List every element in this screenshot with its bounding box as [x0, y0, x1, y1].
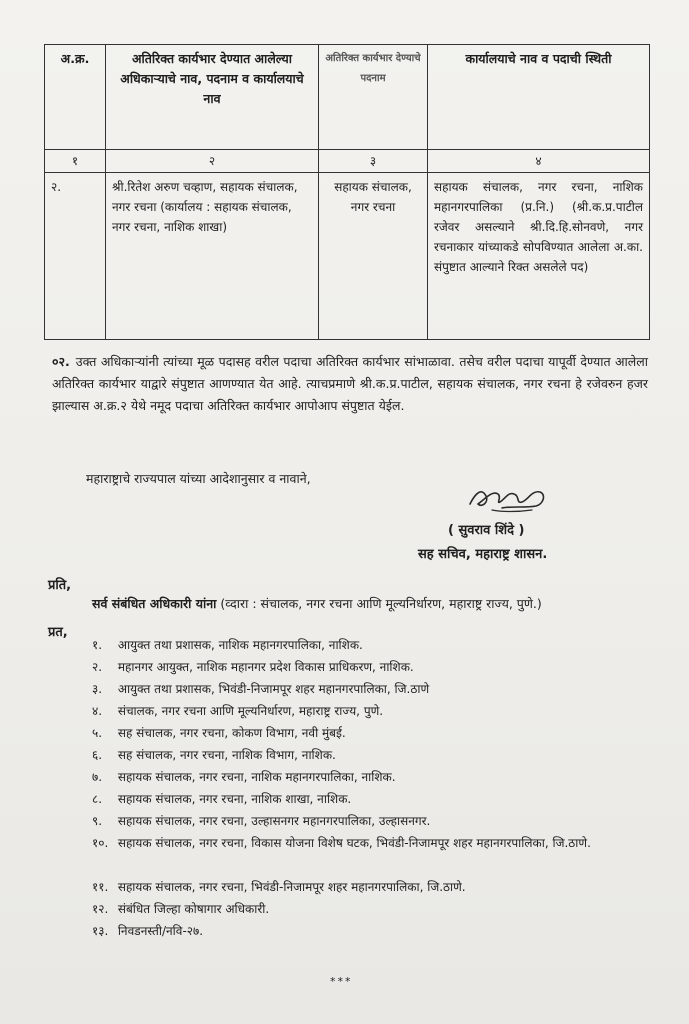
list-item-number: ६. — [92, 748, 103, 762]
list-item-number: ३. — [92, 682, 103, 696]
list-item-text: सहायक संचालक, नगर रचना, विकास योजना विशेष घटक, भिवंडी-निजामपूर शहर महानगरपालिका, जि.ठाणे. — [117, 836, 591, 850]
list-item — [92, 656, 652, 678]
copy-list — [92, 634, 652, 942]
list-item — [92, 634, 652, 656]
header-office: कार्यालयाचे नाव व पदाची स्थिती — [428, 45, 650, 150]
column-number: ३ — [319, 150, 428, 173]
list-item-text: सहायक संचालक, नगर रचना, उल्हासनगर महानगरपालिका, उल्हासनगर. — [117, 814, 431, 828]
list-item-text: सहायक संचालक, नगर रचना, भिवंडी-निजामपूर शहर महानगरपालिका, जि.ठाणे. — [117, 880, 466, 894]
header-sr-no: अ.क्र. — [45, 45, 106, 150]
row-office: सहायक संचालक, नगर रचना, नाशिक महानगरपालिका (प्र.नि.) (श्री.क.प्र.पाटील रजेवर असल्याने श्री.दि.हि.सोनवणे, नगर रचनाकार यांच्याकडे सोपविण्यात आलेला अ.का. संपुष्टात आल्याने रिक्त असलेले पद) — [428, 173, 650, 340]
table-row — [45, 173, 650, 340]
list-item — [92, 898, 652, 920]
to-recipients-bold: सर्व संबंधित अधिकारी यांना — [92, 596, 217, 611]
body-paragraph — [52, 351, 648, 417]
list-item — [92, 832, 652, 876]
list-item — [92, 766, 652, 788]
list-item-text: निवडनस्ती/नवि-२७. — [117, 924, 204, 938]
list-item-text: सहायक संचालक, नगर रचना, नाशिक महानगरपालिका, नाशिक. — [117, 770, 396, 784]
table-header-row — [45, 45, 650, 150]
column-number: १ — [45, 150, 106, 173]
list-item-number: १. — [92, 638, 103, 652]
row-sr-no: २. — [45, 173, 106, 340]
end-mark: *** — [330, 975, 353, 988]
row-post: सहायक संचालक, नगर रचना — [319, 173, 428, 340]
list-item — [92, 920, 652, 942]
list-item — [92, 678, 652, 700]
list-item-text: संबंधित जिल्हा कोषागार अधिकारी. — [117, 902, 270, 916]
copy-label: प्रत, — [48, 625, 68, 640]
list-item-number: ८. — [92, 792, 103, 806]
list-item-number: ११. — [92, 880, 109, 894]
list-item — [92, 744, 652, 766]
row-officer: श्री.रितेश अरुण चव्हाण, सहायक संचालक, नगर रचना (कार्यालय : सहायक संचालक, नगर रचना, नाशिक शाखा) — [106, 173, 319, 340]
list-item-number: १३. — [92, 924, 109, 938]
list-item — [92, 810, 652, 832]
signer-title: सह सचिव, महाराष्ट्र शासन. — [418, 547, 548, 562]
list-item-number: ७. — [92, 770, 103, 784]
list-item — [92, 876, 652, 898]
header-post: अतिरिक्त कार्यभार देण्याचे पदनाम — [319, 45, 428, 150]
paragraph-text: उक्त अधिकाऱ्यांनी त्यांच्या मूळ पदासह वरील पदाचा अतिरिक्त कार्यभार सांभाळावा. तसेच वरील पदाचा यापूर्वी देण्यात आलेला अतिरिक्त कार्यभार याद्वारे संपुष्टात आणण्यात येत आहे. त्याचप्रमाणे श्री.क.प्र.पाटील, सहायक संचालक, नगर रचना हे रजेवरुन हजर झाल्यास अ.क्र.२ येथे नमूद पदाचा अतिरिक्त कार्यभार आपोआप संपुष्टात येईल. — [52, 354, 648, 413]
list-item — [92, 722, 652, 744]
list-item-number: २. — [92, 660, 103, 674]
list-item-number: ४. — [92, 704, 103, 718]
column-number-row — [45, 150, 650, 173]
column-number: ४ — [428, 150, 650, 173]
list-item-text: संचालक, नगर रचना आणि मूल्यनिर्धारण, महाराष्ट्र राज्य, पुणे. — [117, 704, 384, 718]
list-item-text: महानगर आयुक्त, नाशिक महानगर प्रदेश विकास प्राधिकरण, नाशिक. — [117, 660, 414, 674]
list-item-text: आयुक्त तथा प्रशासक, नाशिक महानगरपालिका, नाशिक. — [117, 638, 363, 652]
header-officer: अतिरिक्त कार्यभार देण्यात आलेल्या अधिकाऱ्याचे नाव, पदनाम व कार्यालयाचे नाव — [106, 45, 319, 150]
list-item-text: आयुक्त तथा प्रशासक, भिवंडी-निजामपूर शहर महानगरपालिका, जि.ठाणे — [117, 682, 430, 696]
list-item-text: सह संचालक, नगर रचना, कोकण विभाग, नवी मुंबई. — [117, 726, 346, 740]
list-item-number: ५. — [92, 726, 103, 740]
assignment-table — [44, 44, 650, 340]
list-item-number: १०. — [92, 836, 109, 850]
list-item-number: ९. — [92, 814, 103, 828]
list-item — [92, 700, 652, 722]
list-item-number: १२. — [92, 902, 109, 916]
to-label: प्रति, — [48, 578, 72, 593]
closing-line: महाराष्ट्राचे राज्यपाल यांच्या आदेशानुसार व नावाने, — [86, 471, 311, 486]
signer-name: ( सुवराव शिंदे ) — [448, 523, 525, 538]
list-item-text: सहायक संचालक, नगर रचना, नाशिक शाखा, नाशिक. — [117, 792, 352, 806]
signature-image — [462, 478, 552, 518]
list-item-text: सह संचालक, नगर रचना, नाशिक विभाग, नाशिक. — [117, 748, 336, 762]
column-number: २ — [106, 150, 319, 173]
to-recipients — [92, 595, 662, 612]
paragraph-number: ०२. — [52, 354, 70, 369]
list-item — [92, 788, 652, 810]
to-recipients-rest: (व्दारा : संचालक, नगर रचना आणि मूल्यनिर्धारण, महाराष्ट्र राज्य, पुणे.) — [216, 596, 542, 611]
